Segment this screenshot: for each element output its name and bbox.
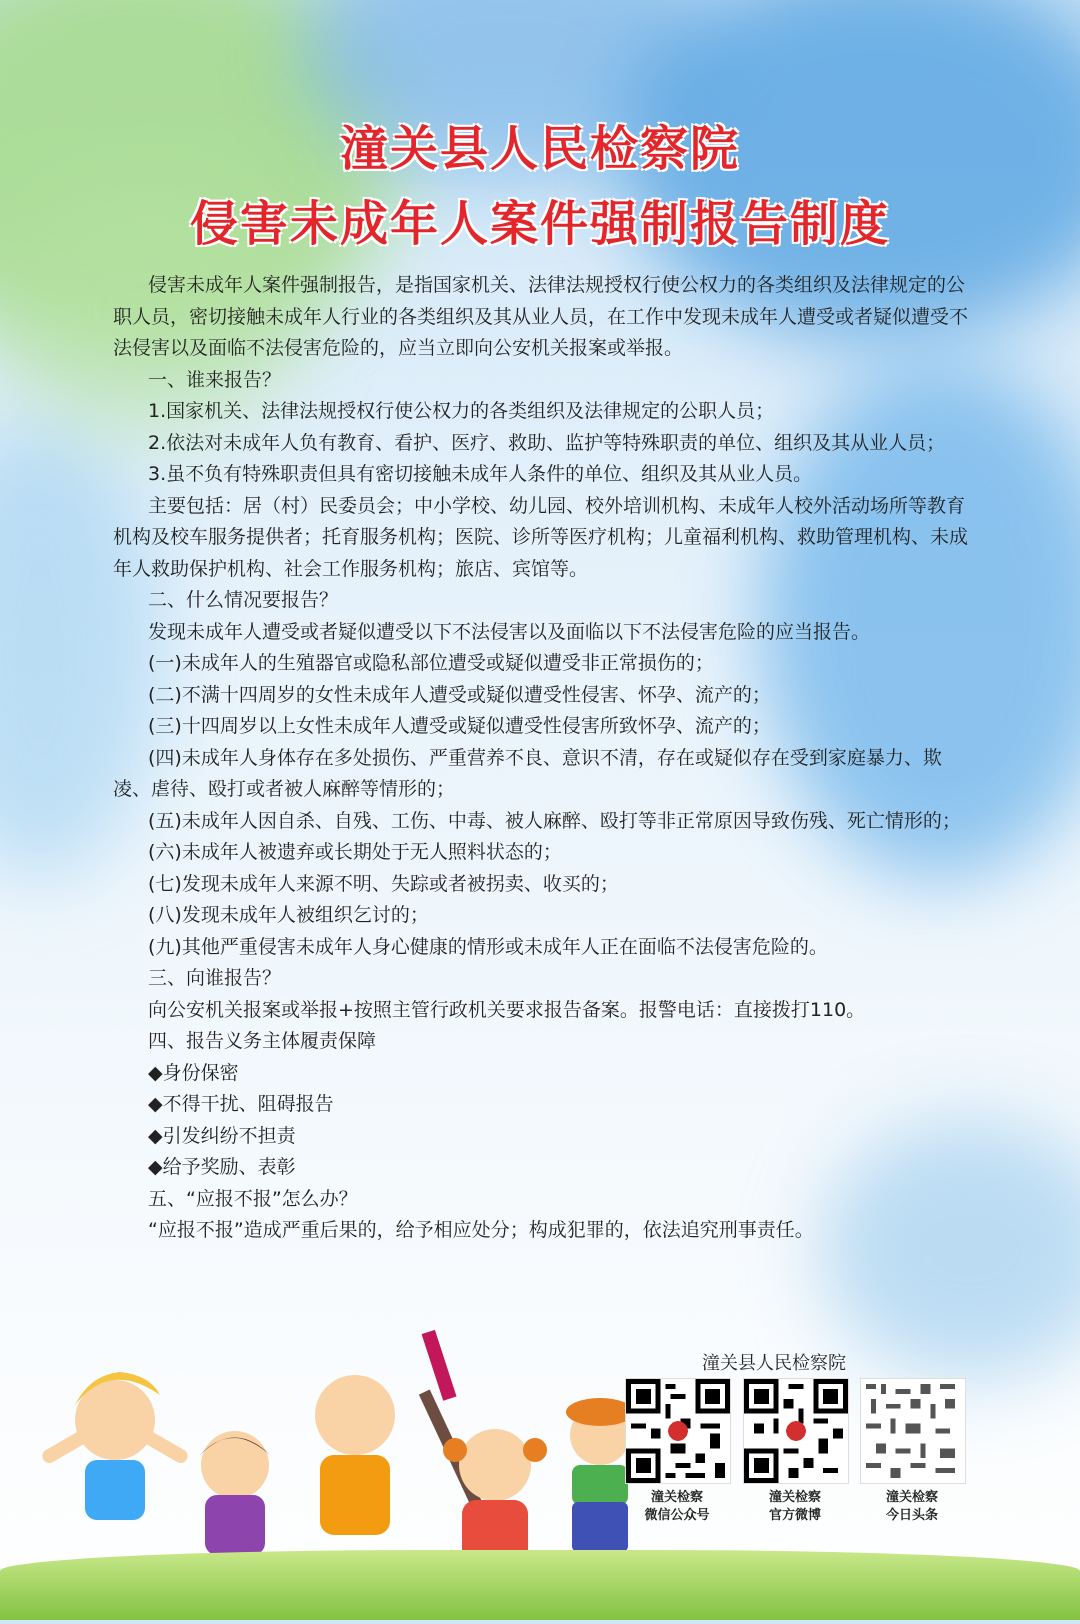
section-heading: 四、报告义务主体履责保障 xyxy=(148,1030,377,1052)
footer-org-name: 潼关县人民检察院 xyxy=(702,1353,846,1374)
list-item: (五)未成年人因自杀、自残、工伤、中毒、被人麻醉、殴打等非正常原因导致伤残、死亡情形的； xyxy=(148,809,961,832)
list-item: (四)未成年人身体存在多处损伤、严重营养不良、意识不清，存在或疑似存在受到家庭暴力、欺凌、虐待、殴打或者被人麻醉等情形的； xyxy=(113,746,942,800)
list-item: (一)未成年人的生殖器官或隐私部位遭受或疑似遭受非正常损伤的； xyxy=(148,652,714,674)
paragraph: 发现未成年人遭受或者疑似遭受以下不法侵害以及面临以下不法侵害危险的应当报告。 xyxy=(148,620,871,643)
child-figure xyxy=(200,1431,270,1555)
section-heading: 二、什么情况要报告？ xyxy=(148,589,339,611)
section-heading: 三、向谁报告？ xyxy=(148,967,282,989)
section-heading: 一、谁来报告？ xyxy=(148,368,282,391)
qr-caption: 潼关检察 今日头条 xyxy=(885,1490,938,1523)
list-item: 2.依法对未成年人负有教育、看护、医疗、救助、监护等特殊职责的单位、组织及其从业人员； xyxy=(148,431,946,454)
qr-caption: 潼关检察 微信公众号 xyxy=(644,1490,710,1523)
page-subtitle: 侵害未成年人案件强制报告制度 xyxy=(189,196,890,252)
qr-code-toutiao[interactable] xyxy=(860,1378,964,1525)
bullet-item: ◆不得干扰、阻碍报告 xyxy=(148,1093,334,1115)
qr-code-icon xyxy=(860,1378,966,1484)
list-item: (二)不满十四周岁的女性未成年人遭受或疑似遭受性侵害、怀孕、流产的； xyxy=(148,683,771,706)
child-figure xyxy=(40,1372,190,1520)
qr-code-weibo[interactable] xyxy=(743,1378,847,1525)
section-heading: 五、“应报不报”怎么办？ xyxy=(148,1187,358,1210)
paragraph: 侵害未成年人案件强制报告，是指国家机关、法律法规授权行使公权力的各类组织及法律规定的公职人员，密切接触未成年人行业的各类组织及其从业人员，在工作中发现未成年人遭受或者疑似遭受不法侵害以及面临不法侵害危险的，应当立即向公安机关报案或举报。 xyxy=(113,274,969,359)
qr-code-wechat[interactable] xyxy=(625,1378,729,1525)
list-item: (九)其他严重侵害未成年人身心健康的情形或未成年人正在面临不法侵害危险的。 xyxy=(148,935,828,958)
child-figure xyxy=(315,1375,395,1535)
list-item: 3.虽不负有特殊职责但具有密切接触未成年人条件的单位、组织及其从业人员。 xyxy=(148,463,813,485)
list-item: (八)发现未成年人被组织乞讨的； xyxy=(148,904,429,926)
paragraph: “应报不报”造成严重后果的，给予相应处分；构成犯罪的，依法追究刑事责任。 xyxy=(148,1219,814,1241)
child-figure xyxy=(443,1429,547,1570)
grass xyxy=(0,1550,1080,1620)
paragraph: 主要包括：居（村）民委员会；中小学校、幼儿园、校外培训机构、未成年人校外活动场所等教育机构及校车服务提供者；托育服务机构；医院、诊所等医疗机构；儿童福利机构、救助管理机构、未成年人救助保护机构、社会工作服务机构；旅店、宾馆等。 xyxy=(113,494,969,580)
body-text xyxy=(113,270,973,1247)
bullet-item: ◆引发纠纷不担责 xyxy=(148,1124,296,1147)
list-item: (三)十四周岁以上女性未成年人遭受或疑似遭受性侵害所致怀孕、流产的； xyxy=(148,715,771,737)
qr-code-icon xyxy=(743,1378,849,1484)
paragraph: 向公安机关报案或举报+按照主管行政机关要求报告备案。报警电话：直接拨打110。 xyxy=(148,998,866,1021)
page-title: 潼关县人民检察院 xyxy=(339,121,740,177)
list-item: (七)发现未成年人来源不明、失踪或者被拐卖、收买的； xyxy=(148,872,619,895)
list-item: (六)未成年人被遗弃或长期处于无人照料状态的； xyxy=(148,841,562,863)
qr-caption: 潼关检察 官方微博 xyxy=(768,1490,821,1523)
bullet-item: ◆身份保密 xyxy=(148,1061,239,1084)
child-figure xyxy=(566,1398,634,1552)
list-item: 1.国家机关、法律法规授权行使公权力的各类组织及法律规定的公职人员； xyxy=(148,400,775,422)
qr-code-icon xyxy=(625,1378,731,1484)
bullet-item: ◆给予奖励、表彰 xyxy=(148,1156,296,1178)
